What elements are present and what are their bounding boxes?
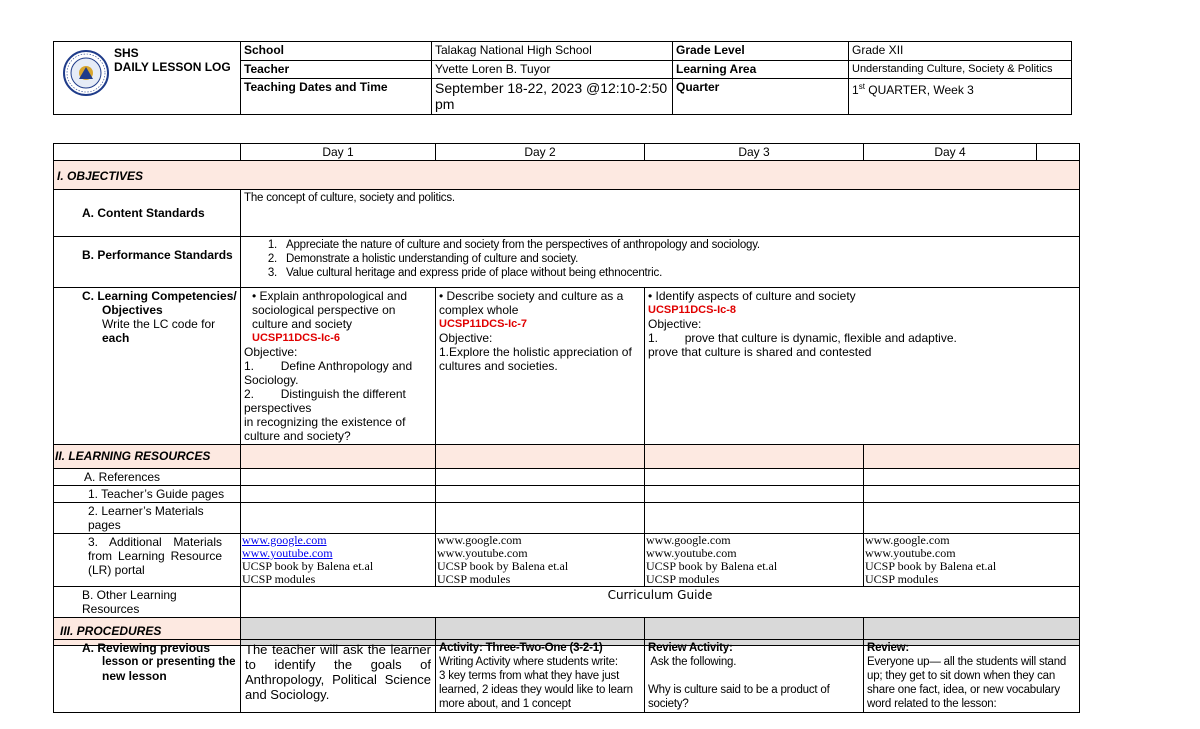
lr-day-4 [864, 534, 1080, 587]
lc-day-1 [241, 288, 436, 445]
school-value: Talakag National High School [432, 42, 673, 61]
objective-number: 2. [244, 387, 255, 401]
review-day-4-title: Review: [867, 642, 910, 654]
daily-lesson-log-title: DAILY LESSON LOG [114, 60, 231, 74]
lc-day-3-objective-label: Objective: [648, 317, 702, 331]
review-day-4-body: Everyone up— all the students will stand up; they get to sit down when they can share one fact, idea, or new vocabulary word related to the lesson: [867, 656, 1067, 710]
quarter-text: QUARTER, Week 3 [864, 83, 974, 97]
days-header-row [54, 144, 1080, 161]
performance-standards-label: B. Performance Standards [54, 237, 241, 288]
resources-heading-row [54, 445, 1080, 469]
review-day-3 [645, 640, 864, 713]
learning-competencies-label [54, 288, 241, 445]
quarter-value [849, 79, 1072, 115]
google-text: www.google.com [646, 533, 731, 547]
additional-materials-label: 3. Additional Materials from Learning Resource (LR) portal [54, 534, 241, 587]
teacher-value: Yvette Loren B. Tuyor [432, 61, 673, 79]
additional-materials-row [54, 534, 1080, 587]
lr-day-1 [241, 534, 436, 587]
lc-day-1-objective-2: Distinguish the different perspectives [244, 387, 406, 415]
youtube-link[interactable]: www.youtube.com [242, 546, 333, 560]
modules-reference: UCSP modules [646, 572, 720, 586]
performance-standards-row [54, 237, 1080, 288]
review-day-3-title: Review Activity: [648, 642, 733, 654]
day-2-header: Day 2 [436, 144, 645, 161]
lc-day-1-bullet: Explain anthropological and sociological perspective on culture and society [252, 289, 407, 331]
bullet-icon [252, 289, 260, 303]
lc-day-2-code: UCSP11DCS-Ic-7 [439, 318, 528, 330]
grade-level-value: Grade XII [849, 42, 1072, 61]
lr-day-3 [645, 534, 864, 587]
modules-reference: UCSP modules [437, 572, 511, 586]
day-1-header: Day 1 [241, 144, 436, 161]
lc-day-1-objective-1: Define Anthropology and Sociology. [244, 359, 413, 387]
bullet-icon [648, 289, 656, 303]
review-label-line: new lesson [102, 669, 167, 683]
youtube-text: www.youtube.com [865, 546, 956, 560]
blank-cell [1037, 144, 1080, 161]
teacher-label: Teacher [241, 61, 432, 79]
lc-day-3-objective-2: prove that culture is shared and contested [648, 345, 872, 359]
teachers-guide-row [54, 486, 1080, 503]
learners-materials-label: 2. Learner’s Materials pages [54, 503, 241, 534]
review-day-3-question: Why is culture said to be a product of society? [648, 684, 830, 710]
lc-day-1-objective-3: in recognizing the existence of culture and society? [244, 415, 406, 443]
google-text: www.google.com [865, 533, 950, 547]
objectives-heading: I. OBJECTIVES [54, 161, 1080, 190]
lc-day-1-objective-label: Objective: [244, 345, 298, 359]
objective-number: 1. [244, 359, 255, 373]
youtube-text: www.youtube.com [437, 546, 528, 560]
references-row [54, 469, 1080, 486]
performance-standards-value [241, 237, 1080, 288]
google-link[interactable]: www.google.com [242, 533, 327, 547]
performance-item: 3. Value cultural heritage and express pride of place without being ethnocentric. [280, 266, 1076, 280]
day-3-header: Day 3 [645, 144, 864, 161]
lc-day-3-bullet: Identify aspects of culture and society [655, 289, 856, 303]
header-table [53, 41, 1072, 115]
objectives-heading-row [54, 161, 1080, 190]
review-label-line: lesson or presenting the [102, 656, 236, 668]
other-resources-label: B. Other Learning Resources [54, 587, 241, 618]
lc-label-line: Write the LC code for [102, 317, 216, 331]
lc-day-2-objective-1: 1.Explore the holistic appreciation of cultures and societies. [439, 345, 632, 373]
modules-reference: UCSP modules [865, 572, 939, 586]
lc-label-line: each [102, 331, 130, 345]
youtube-text: www.youtube.com [646, 546, 737, 560]
book-reference: UCSP book by Balena et.al [437, 559, 569, 573]
content-standards-value: The concept of culture, society and politics. [241, 190, 1080, 237]
quarter-number: 1 [852, 83, 859, 97]
review-day-2-title: Activity: Three-Two-One (3-2-1) [439, 642, 603, 654]
review-label-line: A. Reviewing previous [82, 641, 211, 655]
lc-day-2 [436, 288, 645, 445]
learning-area-label: Learning Area [673, 61, 849, 79]
bullet-icon [439, 289, 447, 303]
other-resources-row [54, 587, 1080, 618]
reviewing-lesson-row [54, 640, 1080, 713]
lr-day-2 [436, 534, 645, 587]
reviewing-lesson-label [54, 640, 241, 713]
book-reference: UCSP book by Balena et.al [646, 559, 778, 573]
teachers-guide-label: 1. Teacher’s Guide pages [54, 486, 241, 503]
references-label: A. References [54, 469, 241, 486]
lc-day-3 [645, 288, 1080, 445]
objective-number: 1. [648, 331, 659, 345]
teaching-dates-value: September 18-22, 2023 @12:10-2:50 pm [432, 79, 673, 115]
resources-heading: II. LEARNING RESOURCES [54, 445, 241, 469]
review-day-2 [436, 640, 645, 713]
lc-label-line: C. Learning Competencies/ [82, 289, 237, 303]
book-reference: UCSP book by Balena et.al [242, 559, 374, 573]
performance-item: 2. Demonstrate a holistic understanding of culture and society. [280, 252, 1076, 266]
lc-day-3-code: UCSP11DCS-Ic-8 [648, 304, 737, 316]
lc-day-1-code: UCSP11DCS-Ic-6 [252, 332, 341, 344]
lc-day-3-objective-1: prove that culture is dynamic, flexible and adaptive. [684, 331, 957, 345]
review-day-2-body: Writing Activity where students write: 3 key terms from what they have just learned, 2 ideas they would like to learn more about, and 1 concept [439, 656, 633, 710]
day-4-header: Day 4 [864, 144, 1037, 161]
shs-label: SHS [114, 46, 139, 60]
modules-reference: UCSP modules [242, 572, 316, 586]
content-standards-label: A. Content Standards [54, 190, 241, 237]
procedures-heading: III. PROCEDURES [54, 618, 241, 646]
learning-competencies-row [54, 288, 1080, 445]
lc-day-2-objective-label: Objective: [439, 331, 493, 345]
quarter-label: Quarter [673, 79, 849, 115]
performance-item: 1. Appreciate the nature of culture and society from the perspectives of anthropology and sociology. [280, 238, 1076, 252]
lc-day-2-bullet: Describe society and culture as a complex whole [439, 289, 624, 317]
learners-materials-row [54, 503, 1080, 534]
review-day-3-line: Ask the following. [648, 656, 737, 668]
teaching-dates-label: Teaching Dates and Time [241, 79, 432, 115]
school-label: School [241, 42, 432, 61]
header-title-cell [54, 42, 241, 115]
review-day-4 [864, 640, 1080, 713]
blank-cell [54, 144, 241, 161]
learning-area-value: Understanding Culture, Society & Politics [849, 61, 1072, 79]
procedures-table [53, 639, 1080, 713]
quarter-sup: st [858, 82, 865, 91]
book-reference: UCSP book by Balena et.al [865, 559, 997, 573]
lesson-log-table [53, 143, 1080, 646]
review-day-1: The teacher will ask the learner to identify the goals of Anthropology, Political Science and Sociology. [241, 640, 436, 713]
other-resources-value: Curriculum Guide [241, 587, 1080, 618]
lc-label-line: Objectives [102, 303, 163, 317]
content-standards-row [54, 190, 1080, 237]
google-text: www.google.com [437, 533, 522, 547]
grade-level-label: Grade Level [673, 42, 849, 61]
